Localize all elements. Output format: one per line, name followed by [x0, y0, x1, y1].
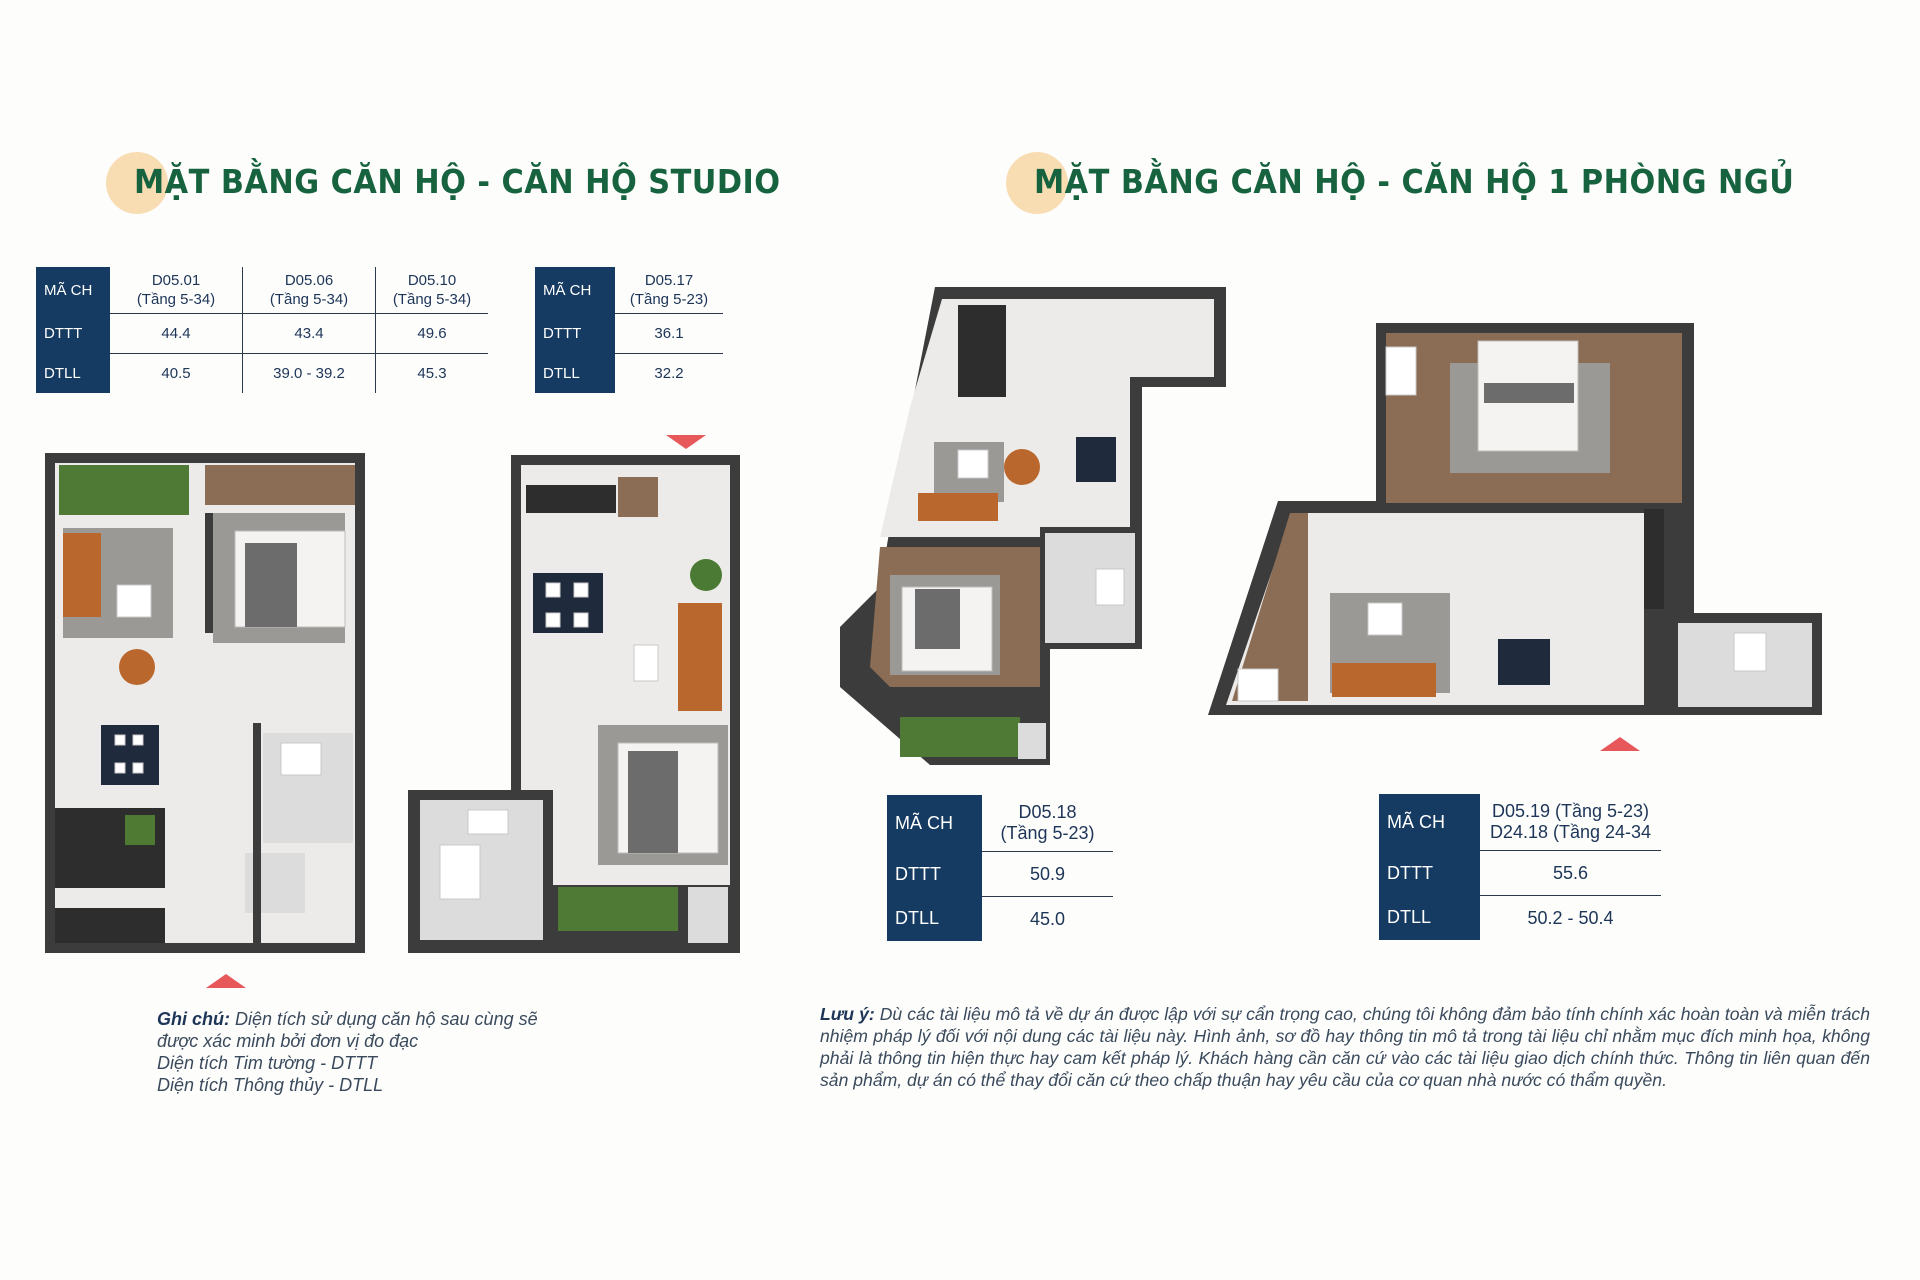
unit-code-cell: [982, 795, 1113, 852]
unit-floors: (Tầng 5-23): [1000, 823, 1095, 843]
row-label-dtll: DTLL: [887, 897, 982, 942]
dtll-value: 45.3: [376, 354, 489, 394]
entrance-marker: [666, 435, 706, 449]
note-left-line-3: Diện tích Tim tường - DTTT: [157, 1053, 378, 1073]
unit-code-cell: [376, 267, 489, 314]
table-header-cell: MÃ CH: [36, 267, 110, 314]
unit-code-cell: [615, 267, 723, 314]
unit-floors: (Tầng 5-34): [269, 291, 349, 308]
unit-code-cell: [1480, 794, 1661, 851]
dttt-value: 43.4: [243, 314, 376, 354]
dttt-value: 55.6: [1480, 851, 1661, 896]
studio-heading-title: MẶT BẰNG CĂN HỘ - CĂN HỘ STUDIO: [134, 162, 781, 201]
dttt-value: 49.6: [376, 314, 489, 354]
dtll-value: 50.2 - 50.4: [1527, 907, 1614, 928]
note-left-label: Ghi chú:: [157, 1009, 230, 1029]
dtll-value: 45.0: [1029, 908, 1066, 929]
unit-code: D05.18: [1018, 802, 1077, 822]
one-bedroom-heading-title: MẶT BẰNG CĂN HỘ - CĂN HỘ 1 PHÒNG NGỦ: [1034, 162, 1795, 201]
studio-table-b: [535, 267, 723, 393]
studio-table-a: [36, 267, 488, 393]
studio-floor-plan-1: [45, 453, 365, 953]
note-left-line-2: được xác minh bởi đơn vị đo đạc: [157, 1031, 419, 1051]
studio-floor-plan-2: [408, 455, 740, 953]
disclaimer-note: [820, 1003, 1870, 1091]
disclaimer-text: Dù các tài liệu mô tả về dự án được lập với sự cẩn trọng cao, chúng tôi không đảm bảo tính chính xác hoàn toàn và miễn trách nhiệm pháp lý đối với nội dung các tài liệu này. Hình ảnh, sơ đồ hay thông tin mô tả trong tài liệu chỉ nhằm mục đích minh họa, không phải là thông tin hiện thực hay cam kết pháp lý. Khách hàng cần căn cứ vào các tài liệu giao dịch chính thức. Thông tin liên quan đến sản phẩm, dự án có thể thay đổi căn cứ theo chấp thuận hay yêu cầu của cơ quan nhà nước có thẩm quyền.: [820, 1004, 1870, 1090]
row-label-dtll: DTLL: [535, 354, 615, 394]
disclaimer-label: Lưu ý:: [820, 1004, 875, 1024]
unit-code: D05.01: [151, 272, 201, 289]
unit-code: D05.06: [284, 272, 334, 289]
entrance-marker: [1600, 737, 1640, 751]
row-label-dttt: DTTT: [887, 852, 982, 897]
dttt-value: 50.9: [982, 852, 1113, 897]
one-bedroom-table-a: [887, 795, 1113, 941]
row-label-dtll: DTLL: [36, 354, 110, 394]
row-label-dttt: DTTT: [535, 314, 615, 354]
unit-floors: (Tầng 5-34): [136, 291, 216, 308]
dtll-value: 32.2: [654, 365, 684, 382]
one-bedroom-table-b: [1379, 794, 1661, 940]
unit-code-cell: [110, 267, 243, 314]
table-header-cell: MÃ CH: [1379, 794, 1480, 851]
unit-code-cell: [243, 267, 376, 314]
dtll-value: 39.0 - 39.2: [243, 354, 376, 394]
unit-floors: (Tầng 5-23): [629, 291, 709, 308]
one-bedroom-floor-plan-2: [1208, 323, 1822, 715]
dttt-value: 44.4: [110, 314, 243, 354]
table-header-cell: MÃ CH: [535, 267, 615, 314]
dttt-value: 36.1: [615, 314, 723, 354]
unit-code: D05.17: [644, 272, 694, 289]
unit-code: D05.19 (Tầng 5-23): [1491, 801, 1650, 821]
note-left-text: Diện tích sử dụng căn hộ sau cùng sẽ: [230, 1009, 538, 1029]
one-bedroom-floor-plan-1: [840, 287, 1226, 765]
row-label-dttt: DTTT: [36, 314, 110, 354]
row-label-dtll: DTLL: [1379, 896, 1480, 941]
note-left-line-1: [157, 1008, 617, 1030]
entrance-marker: [206, 974, 246, 988]
unit-code: D05.10: [407, 272, 457, 289]
dtll-value: 40.5: [161, 365, 191, 382]
row-label-dttt: DTTT: [1379, 851, 1480, 896]
unit-code: D24.18 (Tầng 24-34: [1489, 822, 1652, 842]
note-left: [157, 1008, 617, 1096]
note-left-line-4: Diện tích Thông thủy - DTLL: [157, 1075, 384, 1095]
unit-floors: (Tầng 5-34): [392, 291, 472, 308]
table-header-cell: MÃ CH: [887, 795, 982, 852]
